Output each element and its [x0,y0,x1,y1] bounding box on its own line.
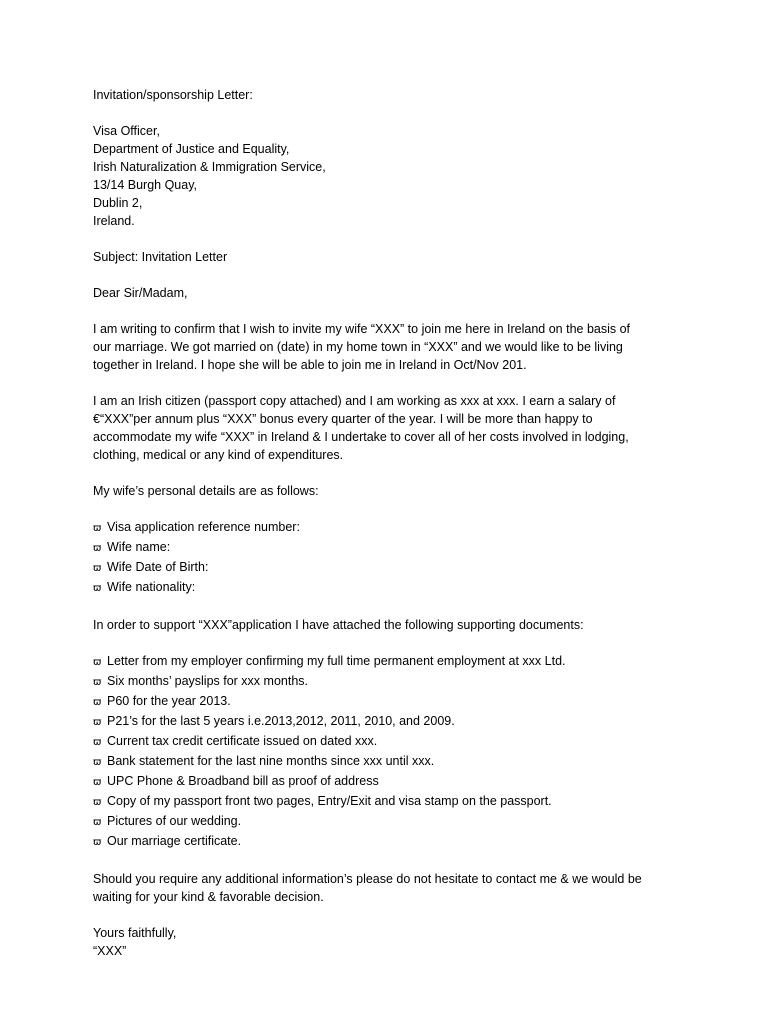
list-item: ϖ Copy of my passport front two pages, Entry/Exit and visa stamp on the passport. [93,792,713,812]
bullet-icon: ϖ [93,737,102,748]
paragraph-line: €“XXX”per annum plus “XXX” bonus every quarter of the year. I will be more than happy to [93,412,593,426]
list-item: ϖ Bank statement for the last nine months since xxx until xxx. [93,752,713,772]
list-item: ϖ Wife Date of Birth: [93,558,713,578]
bullet-icon: ϖ [93,717,102,728]
paragraph-line: waiting for your kind & favorable decision. [93,890,324,904]
spacer [93,302,713,320]
paragraph-line: accommodate my wife “XXX” in Ireland & I undertake to cover all of her costs involved in lodging, [93,430,629,444]
paragraph-line: I am writing to confirm that I wish to invite my wife “XXX” to join me here in Ireland on the basis of [93,322,631,336]
list-item: ϖ UPC Phone & Broadband bill as proof of address [93,772,713,792]
letter-title: Invitation/sponsorship Letter: [93,88,253,102]
spacer [93,598,713,616]
recipient-line: 13/14 Burgh Quay, [93,178,198,192]
spacer [93,500,713,518]
bullet-icon: ϖ [93,797,102,808]
letter-page [93,86,713,960]
paragraph-line: Should you require any additional information’s please do not hesitate to contact me & we would be [93,872,642,886]
spacer [93,266,713,284]
subject-line: Subject: Invitation Letter [93,250,228,264]
spacer [93,852,713,870]
list-item: ϖ P21’s for the last 5 years i.e.2013,2012, 2011, 2010, and 2009. [93,712,713,732]
signature: “XXX” [93,944,127,958]
list-item: ϖ Six months’ payslips for xxx months. [93,672,713,692]
spacer [93,104,713,122]
bullet-icon: ϖ [93,657,102,668]
personal-details-list [93,518,713,598]
recipient-line: Dublin 2, [93,196,143,210]
recipient-line: Visa Officer, [93,124,160,138]
recipient-address [93,122,713,230]
list-item: ϖ Letter from my employer confirming my full time permanent employment at xxx Ltd. [93,652,713,672]
bullet-icon: ϖ [93,523,102,534]
bullet-icon: ϖ [93,543,102,554]
list-item: ϖ Pictures of our wedding. [93,812,713,832]
recipient-line: Irish Naturalization & Immigration Service, [93,160,326,174]
list-item: ϖ Wife name: [93,538,713,558]
paragraph-line: our marriage. We got married on (date) in my home town in “XXX” and we would like to be living [93,340,623,354]
spacer [93,634,713,652]
salutation: Dear Sir/Madam, [93,286,188,300]
bullet-icon: ϖ [93,697,102,708]
list-item: ϖ Wife nationality: [93,578,713,598]
paragraph-sponsor [93,392,713,464]
spacer [93,230,713,248]
paragraph-line: I am an Irish citizen (passport copy attached) and I am working as xxx at xxx. I earn a salary of [93,394,616,408]
spacer [93,906,713,924]
documents-intro: In order to support “XXX”application I have attached the following supporting documents: [93,618,584,632]
bullet-icon: ϖ [93,757,102,768]
paragraph-line: together in Ireland. I hope she will be able to join me in Ireland in Oct/Nov 201. [93,358,527,372]
spacer [93,464,713,482]
bullet-icon: ϖ [93,563,102,574]
recipient-line: Department of Justice and Equality, [93,142,290,156]
bullet-icon: ϖ [93,777,102,788]
bullet-icon: ϖ [93,817,102,828]
paragraph-invitation [93,320,713,374]
list-item: ϖ Current tax credit certificate issued on dated xxx. [93,732,713,752]
supporting-documents-list [93,652,713,852]
bullet-icon: ϖ [93,583,102,594]
recipient-line: Ireland. [93,214,135,228]
bullet-icon: ϖ [93,677,102,688]
list-item: ϖ Visa application reference number: [93,518,713,538]
signoff: Yours faithfully, [93,926,177,940]
closing-paragraph [93,870,713,906]
list-item: ϖ Our marriage certificate. [93,832,713,852]
details-intro: My wife’s personal details are as follows: [93,484,319,498]
list-item: ϖ P60 for the year 2013. [93,692,713,712]
spacer [93,374,713,392]
paragraph-line: clothing, medical or any kind of expenditures. [93,448,344,462]
bullet-icon: ϖ [93,837,102,848]
